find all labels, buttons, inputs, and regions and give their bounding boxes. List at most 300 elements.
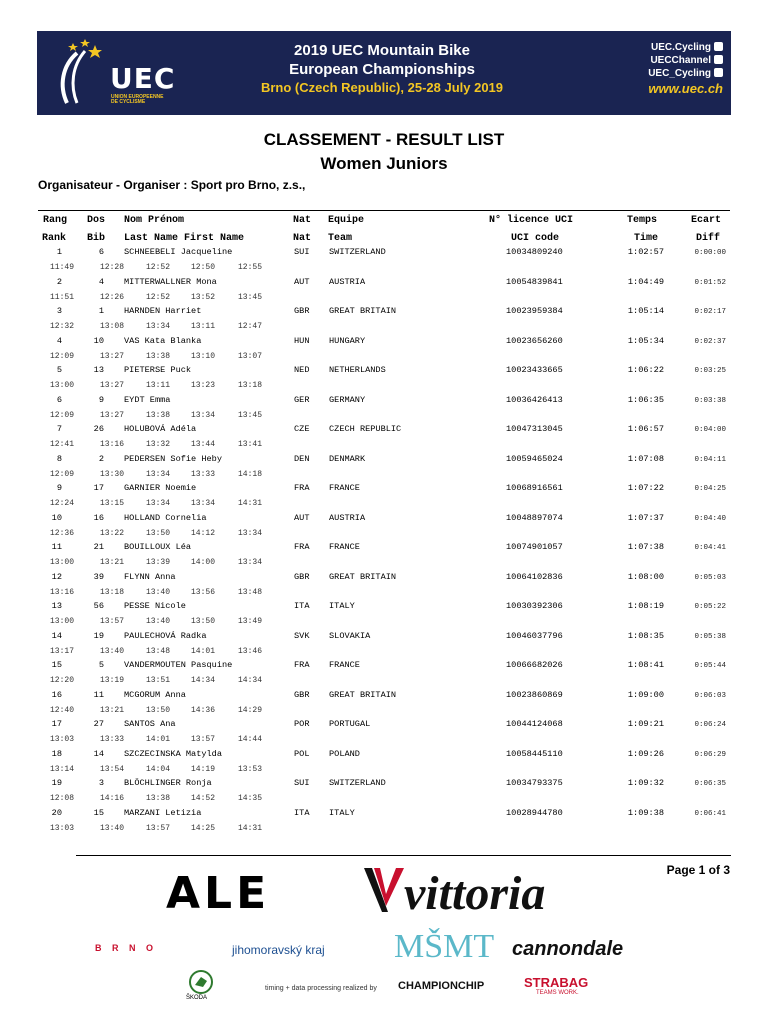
uec-stars-icon <box>37 31 107 115</box>
lap-split: 13:00 <box>50 617 75 626</box>
col-diff: Diff <box>696 233 721 244</box>
lap-split: 12:47 <box>238 322 263 331</box>
lap-split: 13:41 <box>238 440 263 449</box>
social-facebook[interactable]: UEC.Cycling <box>650 42 711 53</box>
lap-split: 13:48 <box>146 646 171 656</box>
lap-split: 13:34 <box>146 499 171 508</box>
cell-uci: 10034793375 <box>506 778 563 788</box>
cell-bib: 10 <box>93 335 104 346</box>
cell-diff: 0:06:29 <box>694 750 726 759</box>
col-name: Last Name First Name <box>124 233 245 244</box>
lap-split: 13:27 <box>100 410 125 420</box>
lap-split: 14:31 <box>238 823 263 833</box>
lap-split: 13:03 <box>50 735 75 744</box>
cell-time: 1:08:19 <box>627 601 664 611</box>
lap-split: 13:34 <box>191 410 216 420</box>
cell-uci: 10023860869 <box>506 689 563 700</box>
cell-bib: 56 <box>93 601 104 611</box>
vittoria-mark-icon <box>362 866 406 914</box>
cell-rank: 16 <box>51 689 62 700</box>
cell-bib: 19 <box>93 630 104 641</box>
msmt-logo: MŠMT <box>394 928 495 965</box>
lap-split: 13:18 <box>100 587 125 597</box>
cell-team: HUNGARY <box>329 335 366 346</box>
cell-uci: 10023959384 <box>506 306 563 316</box>
cell-team: FRANCE <box>329 542 360 552</box>
event-banner <box>37 31 731 115</box>
col-bib: Bib <box>87 233 106 244</box>
lap-split: 13:34 <box>146 469 171 479</box>
lap-split: 14:25 <box>191 823 216 833</box>
lap-split: 13:11 <box>146 381 171 390</box>
cell-nat: SUI <box>294 247 310 257</box>
cell-nat: GBR <box>294 571 310 582</box>
table-row <box>38 395 730 425</box>
lap-split: 12:40 <box>50 705 75 715</box>
cell-name: MARZANI Letizia <box>124 807 202 818</box>
lap-split: 13:17 <box>50 646 75 656</box>
cell-name: SZCZECINSKA Matylda <box>124 748 222 759</box>
lap-split: 13:40 <box>100 823 125 833</box>
table-row <box>38 306 730 336</box>
cell-nat: DEN <box>294 453 310 464</box>
cell-rank: 8 <box>56 453 62 464</box>
table-header <box>38 210 730 247</box>
cell-bib: 3 <box>98 778 104 788</box>
cell-nat: FRA <box>294 660 310 670</box>
cell-name: PESSE Nicole <box>124 601 186 611</box>
cell-name: EYDT Emma <box>124 394 171 405</box>
cell-diff: 0:02:17 <box>694 308 726 316</box>
lap-split: 13:10 <box>191 351 216 361</box>
cell-diff: 0:06:35 <box>694 780 726 788</box>
cell-name: PAULECHOVÁ Radka <box>124 630 207 641</box>
table-row <box>38 808 730 838</box>
lap-split: 13:38 <box>146 410 171 420</box>
cell-diff: 0:03:38 <box>694 396 726 405</box>
cell-nat: FRA <box>294 542 310 552</box>
cell-rank: 19 <box>51 778 62 788</box>
lap-split: 13:57 <box>191 735 216 744</box>
cell-nat: POR <box>294 719 310 729</box>
cell-time: 1:09:32 <box>627 778 664 788</box>
cell-rank: 20 <box>51 807 62 818</box>
lap-split: 13:11 <box>191 322 216 331</box>
lap-split: 13:57 <box>146 823 171 833</box>
social-youtube[interactable]: UECChannel <box>650 55 711 66</box>
col-rang: Rang <box>43 215 68 226</box>
cell-time: 1:06:35 <box>627 394 664 405</box>
cell-name: HARNDEN Harriet <box>124 306 202 316</box>
lap-split: 13:15 <box>100 499 125 508</box>
col-team: Team <box>328 233 353 244</box>
cell-uci: 10064102836 <box>506 571 563 582</box>
cell-rank: 7 <box>56 424 62 434</box>
event-title <box>217 41 547 96</box>
cell-time: 1:09:00 <box>627 689 664 700</box>
cell-team: ITALY <box>329 601 355 611</box>
cell-team: GREAT BRITAIN <box>329 571 397 582</box>
event-title-line3: Brno (Czech Republic), 25-28 July 2019 <box>260 80 504 95</box>
lap-split: 13:18 <box>238 381 263 390</box>
lap-split: 11:49 <box>50 263 75 272</box>
cell-rank: 4 <box>56 335 62 346</box>
cell-rank: 12 <box>51 571 62 582</box>
cell-uci: 10074901057 <box>506 542 563 552</box>
cell-bib: 13 <box>93 365 104 375</box>
cell-rank: 2 <box>56 276 62 287</box>
cell-bib: 15 <box>93 807 104 818</box>
col-nat2: Nat <box>293 233 312 244</box>
cell-nat: NED <box>294 365 310 375</box>
cell-team: GREAT BRITAIN <box>329 689 397 700</box>
cell-team: PORTUGAL <box>329 719 371 729</box>
lap-split: 13:46 <box>238 646 263 656</box>
cell-time: 1:02:57 <box>627 247 664 257</box>
cell-bib: 21 <box>93 542 104 552</box>
cell-name: MCGORUM Anna <box>124 689 186 700</box>
cell-bib: 17 <box>93 483 104 493</box>
cell-nat: SVK <box>294 630 310 641</box>
table-row <box>38 778 730 808</box>
cell-bib: 11 <box>93 689 104 700</box>
cell-diff: 0:03:25 <box>694 367 726 375</box>
category-title: Women Juniors <box>320 154 448 173</box>
lap-split: 12:08 <box>50 794 75 803</box>
cell-diff: 0:05:22 <box>694 603 726 611</box>
cell-bib: 1 <box>98 306 104 316</box>
cell-team: FRANCE <box>329 483 360 493</box>
website-link[interactable]: www.uec.ch <box>648 81 723 96</box>
cell-uci: 10066682026 <box>506 660 563 670</box>
cell-time: 1:09:38 <box>627 807 664 818</box>
cell-diff: 0:04:11 <box>694 455 726 464</box>
cell-time: 1:04:49 <box>627 276 664 287</box>
lap-split: 14:31 <box>238 499 263 508</box>
cell-nat: GER <box>294 394 310 405</box>
col-time: Time <box>634 233 659 244</box>
table-row <box>38 749 730 779</box>
twitter-icon <box>714 68 723 77</box>
table-row <box>38 454 730 484</box>
lap-split: 12:09 <box>50 410 75 420</box>
cell-bib: 14 <box>93 748 104 759</box>
cell-uci: 10046037796 <box>506 630 563 641</box>
table-row <box>38 483 730 513</box>
lap-split: 13:40 <box>100 646 125 656</box>
vittoria-logo: vittoria <box>404 867 546 920</box>
cell-team: POLAND <box>329 748 360 759</box>
cell-team: SLOVAKIA <box>329 630 371 641</box>
lap-split: 12:41 <box>50 440 75 449</box>
cell-nat: ITA <box>294 601 310 611</box>
lap-split: 14:19 <box>191 764 216 774</box>
lap-split: 13:33 <box>191 469 216 479</box>
cell-bib: 26 <box>93 424 104 434</box>
cell-rank: 3 <box>56 306 62 316</box>
lap-split: 14:00 <box>191 558 216 567</box>
lap-split: 14:01 <box>146 735 171 744</box>
document-title: CLASSEMENT - RESULT LIST <box>263 130 505 149</box>
cell-nat: CZE <box>294 424 310 434</box>
cell-uci: 10044124068 <box>506 719 563 729</box>
lap-split: 13:45 <box>238 292 263 302</box>
lap-split: 13:50 <box>146 705 171 715</box>
cell-nat: POL <box>294 748 310 759</box>
cell-rank: 11 <box>51 542 62 552</box>
cell-name: BOUILLOUX Léa <box>124 542 192 552</box>
cell-team: GERMANY <box>329 394 366 405</box>
lap-split: 13:27 <box>100 351 125 361</box>
lap-split: 14:52 <box>191 794 216 803</box>
lap-split: 11:51 <box>50 292 75 302</box>
cell-diff: 0:04:00 <box>694 426 726 434</box>
cell-nat: FRA <box>294 483 310 493</box>
lap-split: 13:03 <box>50 823 75 833</box>
lap-split: 13:19 <box>100 676 125 685</box>
lap-split: 13:48 <box>238 587 263 597</box>
cell-name: BLÖCHLINGER Ronja <box>124 778 212 788</box>
cell-name: VAS Kata Blanka <box>124 335 202 346</box>
lap-split: 14:34 <box>238 676 263 685</box>
lap-split: 12:50 <box>191 263 216 272</box>
cell-bib: 2 <box>98 453 104 464</box>
cell-diff: 0:04:41 <box>694 544 726 552</box>
cell-team: ITALY <box>329 807 355 818</box>
cell-uci: 10023433665 <box>506 365 563 375</box>
table-row <box>38 601 730 631</box>
page-number: Page 1 of 3 <box>666 863 730 877</box>
lap-split: 13:57 <box>100 617 125 626</box>
lap-split: 12:32 <box>50 322 75 331</box>
lap-split: 13:30 <box>100 469 125 479</box>
lap-split: 14:35 <box>238 794 263 803</box>
cell-nat: AUT <box>294 276 310 287</box>
lap-split: 13:56 <box>191 587 216 597</box>
social-links <box>648 41 723 97</box>
cell-bib: 39 <box>93 571 104 582</box>
lap-split: 14:44 <box>238 735 263 744</box>
cell-rank: 5 <box>56 365 62 375</box>
cell-diff: 0:01:52 <box>694 278 726 287</box>
lap-split: 13:08 <box>100 322 125 331</box>
table-row <box>38 690 730 720</box>
table-row <box>38 336 730 366</box>
cell-nat: ITA <box>294 807 310 818</box>
cell-name: GARNIER Noemie <box>124 483 197 493</box>
cell-rank: 1 <box>56 247 62 257</box>
cell-time: 1:05:34 <box>627 335 664 346</box>
cell-time: 1:09:26 <box>627 748 664 759</box>
lap-split: 13:53 <box>238 764 263 774</box>
cell-team: NETHERLANDS <box>329 365 386 375</box>
organiser-line: Organisateur - Organiser : Sport pro Brno, z.s., <box>38 178 306 192</box>
cell-diff: 0:05:44 <box>694 662 726 670</box>
lap-split: 13:40 <box>146 617 171 626</box>
lap-split: 14:12 <box>191 528 216 538</box>
lap-split: 13:38 <box>146 794 171 803</box>
ale-logo: ALE <box>166 868 271 919</box>
lap-split: 13:50 <box>191 617 216 626</box>
cell-nat: AUT <box>294 512 310 523</box>
lap-split: 13:34 <box>238 528 263 538</box>
cell-bib: 27 <box>93 719 104 729</box>
cell-team: SWITZERLAND <box>329 247 386 257</box>
table-row <box>38 365 730 395</box>
cell-name: HOLUBOVÁ Adéla <box>124 424 197 434</box>
championchip-logo: CHAMPIONCHIP <box>398 980 485 992</box>
cell-team: AUSTRIA <box>329 276 366 287</box>
table-row <box>38 572 730 602</box>
cell-name: PEDERSEN Sofie Heby <box>124 453 222 464</box>
cell-uci: 10047313045 <box>506 424 563 434</box>
cell-time: 1:07:38 <box>627 542 664 552</box>
lap-split: 13:39 <box>146 558 171 567</box>
cell-bib: 5 <box>98 660 104 670</box>
lap-split: 12:28 <box>100 263 125 272</box>
cell-uci: 10036426413 <box>506 394 563 405</box>
cell-rank: 10 <box>51 512 62 523</box>
lap-split: 14:01 <box>191 646 216 656</box>
strabag-logo: STRABAG <box>524 975 589 990</box>
table-row <box>38 513 730 543</box>
cell-time: 1:06:57 <box>627 424 664 434</box>
cell-name: HOLLAND Cornelia <box>124 512 207 523</box>
col-licence: N° licence UCI <box>489 215 574 226</box>
col-dos: Dos <box>87 215 106 226</box>
cell-nat: SUI <box>294 778 310 788</box>
lap-split: 14:34 <box>191 676 216 685</box>
cell-uci: 10058445110 <box>506 748 563 759</box>
lap-split: 13:51 <box>146 676 171 685</box>
youtube-icon <box>714 55 723 64</box>
skoda-icon <box>186 968 216 998</box>
lap-split: 12:09 <box>50 469 75 479</box>
cell-nat: HUN <box>294 335 310 346</box>
lap-split: 14:36 <box>191 705 216 715</box>
col-ecart: Ecart <box>691 215 722 226</box>
cell-uci: 10048897074 <box>506 512 563 523</box>
skoda-logo-text: ŠKODA <box>186 995 208 1001</box>
cell-bib: 6 <box>98 247 104 257</box>
lap-split: 13:34 <box>146 322 171 331</box>
lap-split: 13:40 <box>146 587 171 597</box>
table-row <box>38 277 730 307</box>
cell-uci: 10054839841 <box>506 276 563 287</box>
lap-split: 12:52 <box>146 263 171 272</box>
brno-logo: B R N O <box>95 943 158 953</box>
cell-team: CZECH REPUBLIC <box>329 424 402 434</box>
strabag-tagline: TEAMS WORK. <box>536 990 579 996</box>
lap-split: 12:36 <box>50 528 75 538</box>
lap-split: 13:07 <box>238 351 263 361</box>
cell-team: DENMARK <box>329 453 366 464</box>
timing-credit: timing + data processing realized by <box>265 985 377 992</box>
cell-bib: 16 <box>93 512 104 523</box>
table-row <box>38 660 730 690</box>
lap-split: 13:27 <box>100 381 125 390</box>
footer-divider <box>76 855 731 856</box>
cell-rank: 15 <box>51 660 62 670</box>
col-uci: UCI code <box>511 233 560 244</box>
table-row <box>38 631 730 661</box>
lap-split: 14:04 <box>146 764 171 774</box>
cell-name: PIETERSE Puck <box>124 365 192 375</box>
lap-split: 13:21 <box>100 705 125 715</box>
col-nat: Nat <box>293 215 312 226</box>
lap-split: 12:26 <box>100 292 125 302</box>
cell-time: 1:08:41 <box>627 660 664 670</box>
lap-split: 13:21 <box>100 558 125 567</box>
cell-time: 1:09:21 <box>627 719 664 729</box>
lap-split: 13:33 <box>100 735 125 744</box>
lap-split: 13:50 <box>146 528 171 538</box>
cell-time: 1:06:22 <box>627 365 664 375</box>
lap-split: 13:52 <box>191 292 216 302</box>
uec-logo-subtitle: UNION EUROPEENNE DE CYCLISME <box>111 94 164 105</box>
lap-split: 13:16 <box>50 587 75 597</box>
lap-split: 13:16 <box>100 440 125 449</box>
lap-split: 14:29 <box>238 705 263 715</box>
cell-rank: 6 <box>56 394 62 405</box>
cell-time: 1:07:22 <box>627 483 664 493</box>
cell-time: 1:08:00 <box>627 571 664 582</box>
cell-name: SANTOS Ana <box>124 719 176 729</box>
lap-split: 14:16 <box>100 794 125 803</box>
lap-split: 13:00 <box>50 381 75 390</box>
cell-nat: GBR <box>294 689 310 700</box>
lap-split: 14:18 <box>238 469 263 479</box>
lap-split: 12:20 <box>50 676 75 685</box>
cell-time: 1:07:08 <box>627 453 664 464</box>
cell-uci: 10059465024 <box>506 453 563 464</box>
cell-diff: 0:06:24 <box>694 721 726 729</box>
cell-rank: 17 <box>51 719 62 729</box>
cell-nat: GBR <box>294 306 310 316</box>
lap-split: 12:52 <box>146 292 171 302</box>
cell-rank: 9 <box>56 483 62 493</box>
cell-team: GREAT BRITAIN <box>329 306 397 316</box>
social-twitter[interactable]: UEC_Cycling <box>648 68 711 79</box>
table-row <box>38 247 730 277</box>
col-rank: Rank <box>42 233 67 244</box>
cell-diff: 0:02:37 <box>694 337 726 346</box>
cell-rank: 13 <box>51 601 62 611</box>
cell-uci: 10068916561 <box>506 483 563 493</box>
lap-split: 12:09 <box>50 351 75 361</box>
lap-split: 13:54 <box>100 764 125 774</box>
uec-logo: UEC <box>110 62 176 95</box>
table-row <box>38 719 730 749</box>
lap-split: 13:00 <box>50 558 75 567</box>
cell-uci: 10023656260 <box>506 335 563 346</box>
lap-split: 13:34 <box>191 499 216 508</box>
cannondale-logo: cannondale <box>512 938 624 960</box>
lap-split: 12:24 <box>50 499 75 508</box>
cell-bib: 4 <box>98 276 104 287</box>
lap-split: 13:38 <box>146 351 171 361</box>
cell-rank: 14 <box>51 630 62 641</box>
cell-name: VANDERMOUTEN Pasquine <box>124 660 233 670</box>
jihomoravsky-logo: jihomoravský kraj <box>232 943 325 957</box>
event-title-line2: European Championships <box>289 61 475 78</box>
col-nom: Nom Prénom <box>124 215 185 226</box>
event-title-line1: 2019 UEC Mountain Bike <box>294 42 470 59</box>
table-row <box>38 424 730 454</box>
cell-name: FLYNN Anna <box>124 571 176 582</box>
lap-split: 13:23 <box>191 381 216 390</box>
col-equipe: Equipe <box>328 215 365 226</box>
